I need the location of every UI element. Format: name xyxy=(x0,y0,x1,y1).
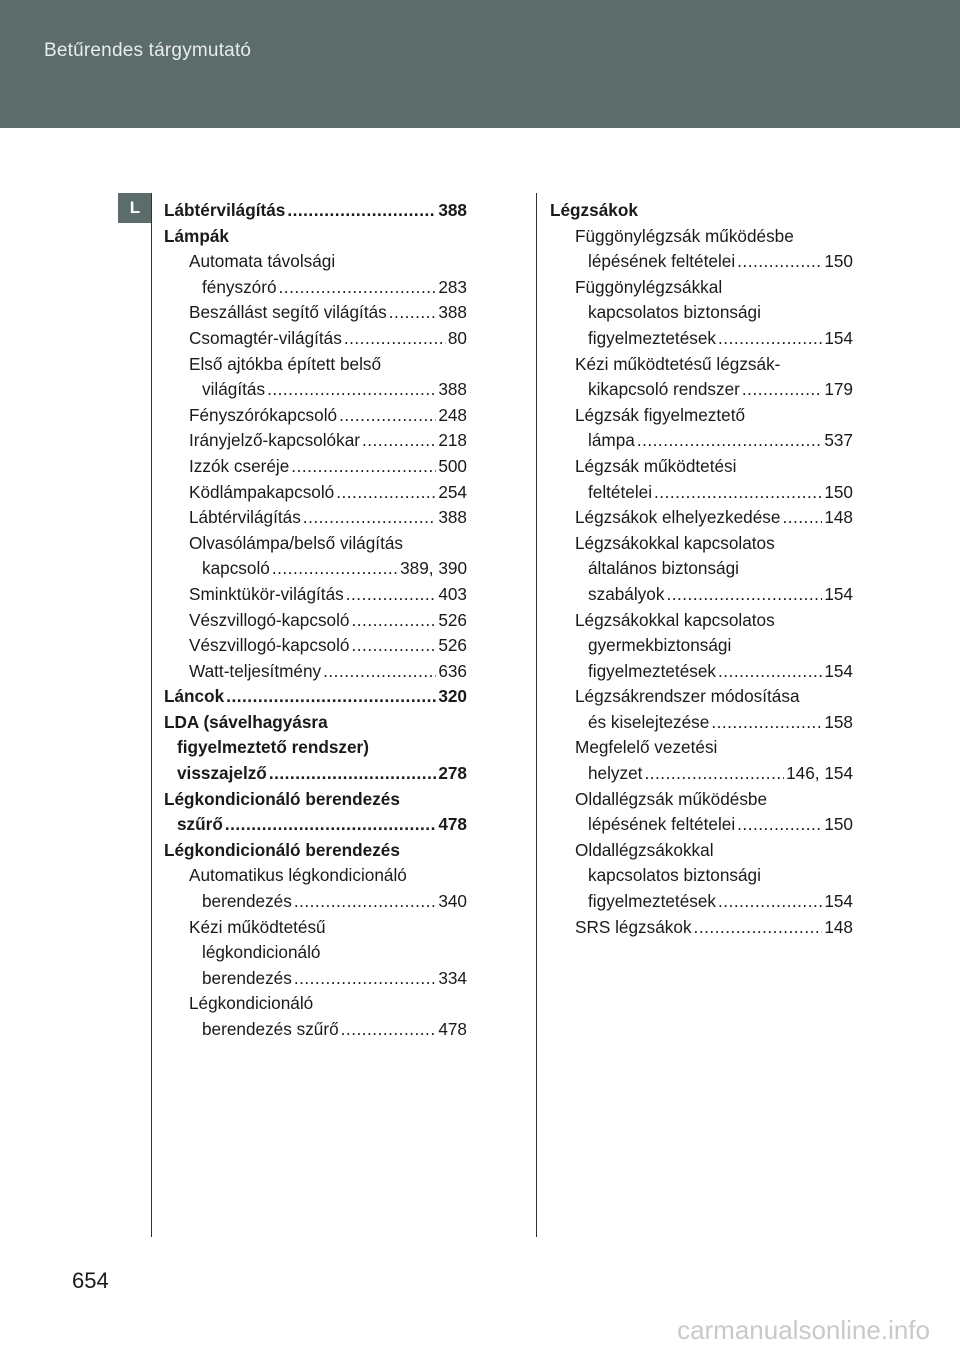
leader-dots xyxy=(346,582,437,608)
index-entry xyxy=(164,531,467,582)
leader-dots xyxy=(267,377,436,403)
leader-dots xyxy=(637,428,823,454)
entry-text: figyelmeztető rendszer) xyxy=(177,737,369,758)
index-entry-line xyxy=(550,403,853,429)
entry-text: helyzet xyxy=(588,763,643,784)
leader-dots xyxy=(279,275,437,301)
entry-text: általános biztonsági xyxy=(588,558,739,579)
index-entry xyxy=(164,428,467,454)
entry-text: Oldallégzsákokkal xyxy=(575,839,714,860)
index-entry-line xyxy=(164,838,467,864)
index-entry-line xyxy=(550,710,853,736)
leader-dots xyxy=(737,249,822,275)
entry-text: Első ajtókba épített belső xyxy=(189,353,382,374)
page-reference: 478 xyxy=(438,814,467,835)
index-entry xyxy=(550,915,853,941)
index-entry xyxy=(164,991,467,1042)
entry-text: Légzsákok elhelyezkedése xyxy=(575,507,781,528)
index-entry xyxy=(164,684,467,710)
page-reference: 500 xyxy=(438,455,467,476)
index-entry xyxy=(164,787,467,838)
leader-dots xyxy=(718,659,822,685)
column-rule-left xyxy=(151,193,152,1237)
page-reference: 526 xyxy=(438,609,467,630)
page-reference: 388 xyxy=(438,302,467,323)
index-entry-line xyxy=(550,480,853,506)
index-entry xyxy=(164,915,467,992)
index-entry-line xyxy=(164,812,467,838)
leader-dots xyxy=(352,633,437,659)
index-entry-line xyxy=(164,224,467,250)
index-entry xyxy=(550,352,853,403)
page-reference: 403 xyxy=(438,583,467,604)
leader-dots xyxy=(737,812,822,838)
index-entry xyxy=(164,659,467,685)
entry-text: SRS légzsákok xyxy=(575,916,692,937)
index-entry-line xyxy=(164,326,467,352)
watermark: carmanualsonline.info xyxy=(677,1315,930,1345)
index-entry-line xyxy=(164,940,467,966)
leader-dots xyxy=(323,659,436,685)
page-reference: 80 xyxy=(447,327,467,348)
page-reference: 150 xyxy=(824,481,853,502)
entry-text: Kézi működtetésű xyxy=(189,916,326,937)
entry-text: Vészvillogó-kapcsoló xyxy=(189,635,350,656)
index-entry-line xyxy=(164,863,467,889)
index-entry-line xyxy=(164,300,467,326)
entry-text: szabályok xyxy=(588,583,665,604)
entry-text: figyelmeztetések xyxy=(588,660,717,681)
entry-text: Láncok xyxy=(164,686,225,707)
index-entry-line xyxy=(164,966,467,992)
index-entry-line xyxy=(550,889,853,915)
page-reference: 248 xyxy=(438,404,467,425)
page-reference: 526 xyxy=(438,635,467,656)
index-entry-line xyxy=(550,812,853,838)
page-reference: 148 xyxy=(824,916,853,937)
index-entry-line xyxy=(550,352,853,378)
leader-dots xyxy=(269,761,437,787)
leader-dots xyxy=(294,966,436,992)
page-reference: 179 xyxy=(824,379,853,400)
index-entry-line xyxy=(550,735,853,761)
index-entry-line xyxy=(164,556,467,582)
entry-text: kapcsolatos biztonsági xyxy=(588,865,761,886)
index-entry xyxy=(550,224,853,275)
index-entry-line xyxy=(164,198,467,224)
leader-dots xyxy=(742,377,822,403)
index-entry-line xyxy=(550,684,853,710)
page-reference: 320 xyxy=(438,686,467,707)
page-reference: 154 xyxy=(824,891,853,912)
index-entry xyxy=(550,198,853,224)
page-reference: 389, 390 xyxy=(400,558,467,579)
entry-text: Watt-teljesítmény xyxy=(189,660,322,681)
index-entry-line xyxy=(550,863,853,889)
index-entry-line xyxy=(164,531,467,557)
index-entry-line xyxy=(550,275,853,301)
index-entry-line xyxy=(550,787,853,813)
index-entry xyxy=(164,249,467,300)
page-reference: 218 xyxy=(438,430,467,451)
page-reference: 158 xyxy=(824,711,853,732)
entry-text: figyelmeztetések xyxy=(588,891,717,912)
entry-text: Légzsákrendszer módosítása xyxy=(575,686,800,707)
index-entry-line xyxy=(164,710,467,736)
page-reference: 340 xyxy=(438,891,467,912)
entry-text: kapcsoló xyxy=(202,558,270,579)
entry-text: Légzsák figyelmeztető xyxy=(575,404,746,425)
entry-text: figyelmeztetések xyxy=(588,327,717,348)
index-column-left xyxy=(164,198,467,1043)
entry-text: Megfelelő vezetési xyxy=(575,737,718,758)
entry-text: légkondicionáló xyxy=(202,942,321,963)
index-entry-line xyxy=(550,582,853,608)
index-entry xyxy=(164,198,467,224)
page-reference: 254 xyxy=(438,481,467,502)
leader-dots xyxy=(389,300,437,326)
leader-dots xyxy=(339,403,436,429)
entry-text: Légkondicionáló berendezés xyxy=(164,839,400,860)
index-entry xyxy=(164,582,467,608)
index-entry-line xyxy=(550,505,853,531)
entry-text: Légzsák működtetési xyxy=(575,455,737,476)
entry-text: Függönylégzsák működésbe xyxy=(575,225,794,246)
index-entry xyxy=(550,735,853,786)
page-reference: 150 xyxy=(824,814,853,835)
index-entry-line xyxy=(164,454,467,480)
entry-text: Automatikus légkondicionáló xyxy=(189,865,407,886)
leader-dots xyxy=(352,608,437,634)
index-entry-line xyxy=(164,505,467,531)
leader-dots xyxy=(718,889,822,915)
leader-dots xyxy=(294,889,436,915)
entry-text: lámpa xyxy=(588,430,635,451)
index-entry-line xyxy=(164,684,467,710)
leader-dots xyxy=(654,480,822,506)
entry-text: Automata távolsági xyxy=(189,251,336,272)
entry-text: Lábtérvilágítás xyxy=(164,200,286,220)
page-reference: 146, 154 xyxy=(786,763,853,784)
index-entry-line xyxy=(550,198,853,224)
entry-text: Légzsákokkal kapcsolatos xyxy=(575,609,775,630)
index-entry-line xyxy=(164,582,467,608)
entry-text: berendezés szűrő xyxy=(202,1019,339,1039)
entry-text: Lámpák xyxy=(164,225,229,246)
index-entry-line xyxy=(164,915,467,941)
entry-text: lépésének feltételei xyxy=(588,814,736,835)
index-entry xyxy=(164,863,467,914)
entry-text: Légzsákokkal kapcsolatos xyxy=(575,532,775,553)
entry-text: kikapcsoló rendszer xyxy=(588,379,740,400)
index-entry xyxy=(550,531,853,608)
entry-text: világítás xyxy=(202,379,266,400)
index-entry-line xyxy=(164,428,467,454)
entry-text: berendezés xyxy=(202,891,292,912)
index-entry-line xyxy=(164,1017,467,1043)
index-entry xyxy=(550,454,853,505)
index-entry-line xyxy=(550,608,853,634)
leader-dots xyxy=(711,710,822,736)
leader-dots xyxy=(344,326,446,352)
entry-text: Olvasólámpa/belső világítás xyxy=(189,532,403,553)
index-entry-line xyxy=(164,608,467,634)
entry-text: és kiselejtezése xyxy=(588,711,710,732)
entry-text: LDA (sávelhagyásra xyxy=(164,711,328,732)
index-entry xyxy=(164,326,467,352)
index-entry-line xyxy=(550,531,853,557)
entry-text: Vészvillogó-kapcsoló xyxy=(189,609,350,630)
entry-text: Kézi működtetésű légzsák- xyxy=(575,353,781,374)
index-entry-line xyxy=(550,428,853,454)
entry-text: Légzsákok xyxy=(550,200,638,220)
index-entry xyxy=(550,505,853,531)
index-entry-line xyxy=(164,991,467,1017)
leader-dots xyxy=(362,428,436,454)
index-entry xyxy=(550,275,853,352)
index-entry-line xyxy=(550,249,853,275)
index-entry xyxy=(164,710,467,787)
index-entry-line xyxy=(164,735,467,761)
index-entry-line xyxy=(164,249,467,275)
leader-dots xyxy=(225,812,436,838)
index-entry-line xyxy=(550,377,853,403)
entry-text: fényszóró xyxy=(202,276,277,297)
page-reference: 388 xyxy=(438,507,467,528)
index-entry-line xyxy=(164,377,467,403)
leader-dots xyxy=(291,454,436,480)
entry-text: Lábtérvilágítás xyxy=(189,507,301,528)
page-reference: 388 xyxy=(438,379,467,400)
page-header xyxy=(0,0,960,128)
index-entry xyxy=(164,505,467,531)
page-reference: 154 xyxy=(824,583,853,604)
leader-dots xyxy=(666,582,822,608)
entry-text: lépésének feltételei xyxy=(588,251,736,272)
page-reference: 154 xyxy=(824,660,853,681)
leader-dots xyxy=(226,684,436,710)
page-reference: 148 xyxy=(824,507,853,528)
index-entry-line xyxy=(164,352,467,378)
index-entry-line xyxy=(550,915,853,941)
entry-text: Oldallégzsák működésbe xyxy=(575,788,768,809)
index-entry-line xyxy=(164,275,467,301)
index-entry-line xyxy=(164,480,467,506)
index-entry xyxy=(164,403,467,429)
entry-text: Izzók cseréje xyxy=(189,455,290,476)
index-entry xyxy=(164,454,467,480)
index-entry-line xyxy=(550,761,853,787)
page-reference: 154 xyxy=(824,327,853,348)
index-entry xyxy=(164,633,467,659)
page-reference: 537 xyxy=(824,430,853,451)
leader-dots xyxy=(694,915,823,941)
index-entry-line xyxy=(550,326,853,352)
index-entry xyxy=(164,838,467,864)
entry-text: szűrő xyxy=(177,814,223,835)
index-entry xyxy=(164,480,467,506)
entry-text: kapcsolatos biztonsági xyxy=(588,302,761,323)
leader-dots xyxy=(272,556,398,582)
entry-text: gyermekbiztonsági xyxy=(588,635,732,656)
index-entry-line xyxy=(164,761,467,787)
entry-text: Légkondicionáló xyxy=(189,993,314,1014)
page-reference: 388 xyxy=(438,200,467,220)
page-reference: 278 xyxy=(438,763,467,784)
index-entry xyxy=(164,224,467,250)
index-entry-line xyxy=(164,633,467,659)
section-letter-tab: L xyxy=(118,193,152,223)
index-entry-line xyxy=(164,787,467,813)
index-entry xyxy=(550,838,853,915)
index-entry xyxy=(550,684,853,735)
header-title: Betűrendes tárgymutató xyxy=(44,40,252,61)
index-entry-line xyxy=(164,403,467,429)
leader-dots xyxy=(303,505,437,531)
index-entry-line xyxy=(550,224,853,250)
index-entry-line xyxy=(550,633,853,659)
index-entry-line xyxy=(550,454,853,480)
index-entry xyxy=(550,787,853,838)
leader-dots xyxy=(336,480,436,506)
index-entry-line xyxy=(164,889,467,915)
index-entry xyxy=(164,300,467,326)
index-entry xyxy=(164,608,467,634)
index-entry-line xyxy=(164,659,467,685)
leader-dots xyxy=(718,326,822,352)
index-entry xyxy=(550,608,853,685)
leader-dots xyxy=(782,505,822,531)
column-rule-middle xyxy=(536,193,537,1237)
entry-text: Sminktükör-világítás xyxy=(189,583,344,604)
index-entry-line xyxy=(550,556,853,582)
entry-text: Függönylégzsákkal xyxy=(575,276,723,297)
entry-text: Fényszórókapcsoló xyxy=(189,404,338,425)
entry-text: Ködlámpakapcsoló xyxy=(189,481,335,502)
leader-dots xyxy=(644,761,784,787)
entry-text: berendezés xyxy=(202,967,292,988)
index-entry xyxy=(164,352,467,403)
index-entry-line xyxy=(550,300,853,326)
entry-text: Beszállást segítő világítás xyxy=(189,302,387,323)
index-column-right xyxy=(550,198,853,940)
page-reference: 334 xyxy=(438,967,467,988)
entry-text: feltételei xyxy=(588,481,653,502)
page-reference: 478 xyxy=(438,1019,467,1039)
entry-text: Csomagtér-világítás xyxy=(189,327,342,348)
index-entry xyxy=(550,403,853,454)
page-number: 654 xyxy=(72,1268,109,1293)
index-entry-line xyxy=(550,838,853,864)
index-entry-line xyxy=(550,659,853,685)
leader-dots xyxy=(341,1017,437,1043)
entry-text: Légkondicionáló berendezés xyxy=(164,788,400,809)
page-reference: 636 xyxy=(438,660,467,681)
page-reference: 283 xyxy=(438,276,467,297)
entry-text: Irányjelző-kapcsolókar xyxy=(189,430,360,451)
entry-text: visszajelző xyxy=(177,763,267,784)
leader-dots xyxy=(287,198,436,224)
page-reference: 150 xyxy=(824,251,853,272)
